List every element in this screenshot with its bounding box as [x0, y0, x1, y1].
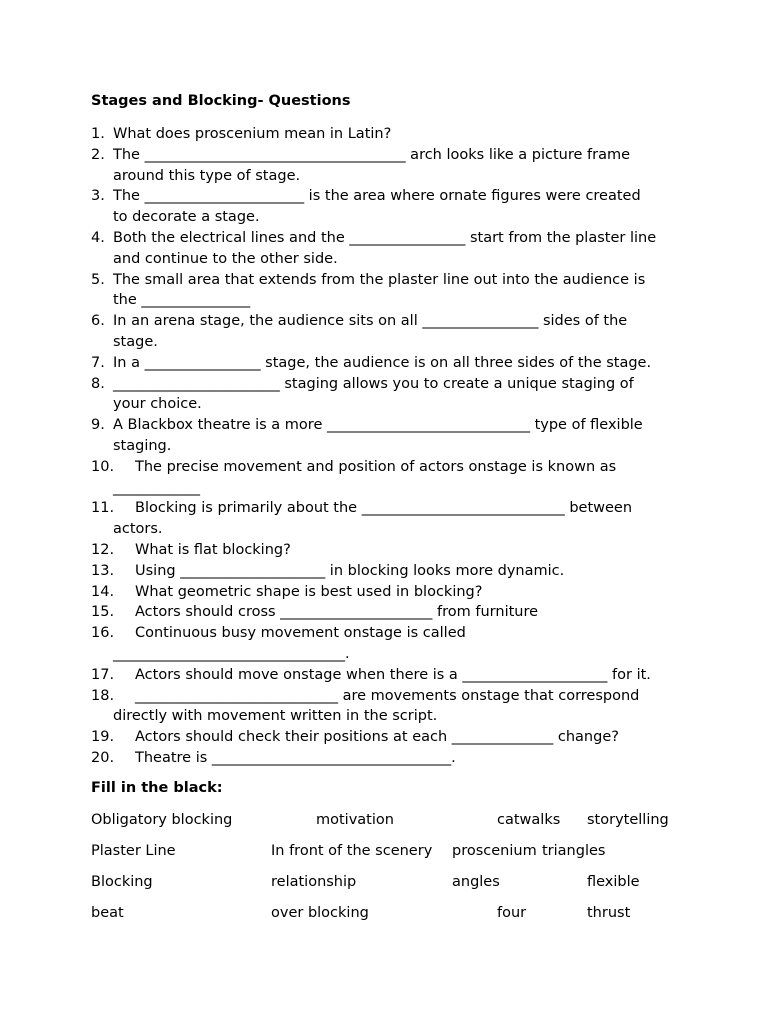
question-text — [0, 145, 768, 187]
question-number: 12. — [91, 541, 115, 558]
question-line: actors. — [113, 521, 163, 538]
question-line: A Blackbox theatre is a more ____________________________ type of flexible — [113, 417, 643, 434]
question-line: In an arena stage, the audience sits on all ________________ sides of the — [113, 313, 628, 330]
question-line: What does proscenium mean in Latin? — [113, 126, 392, 142]
word-bank-term: storytelling — [587, 812, 669, 828]
question-number: 11. — [91, 500, 115, 517]
question-line: Actors should move onstage when there is a ____________________ for it. — [135, 666, 651, 683]
question-item — [0, 498, 768, 540]
question-line: _______________________ staging allows you to create a unique staging of — [113, 375, 634, 392]
question-item — [0, 540, 768, 561]
question-item — [0, 186, 768, 228]
question-item — [0, 561, 768, 582]
question-text — [0, 665, 768, 686]
question-number: 20. — [91, 749, 115, 766]
question-number: 15. — [91, 604, 115, 621]
question-number: 19. — [91, 729, 115, 746]
question-item — [0, 374, 768, 416]
question-item — [0, 228, 768, 270]
word-bank-term: motivation — [316, 812, 394, 828]
question-item — [0, 311, 768, 353]
question-item — [0, 623, 768, 665]
question-item — [0, 602, 768, 623]
question-text — [0, 561, 768, 582]
question-text — [0, 186, 768, 228]
word-bank-term: angles — [452, 874, 500, 890]
question-number: 13. — [91, 562, 115, 579]
question-line: The small area that extends from the plaster line out into the audience is — [113, 271, 646, 288]
question-line: Blocking is primarily about the ____________________________ between — [135, 500, 633, 517]
question-line: Continuous busy movement onstage is called — [135, 625, 466, 642]
question-line: Actors should check their positions at each ______________ change? — [135, 729, 619, 746]
question-list — [0, 124, 768, 769]
question-number: 7. — [91, 354, 105, 371]
question-line: directly with movement written in the script. — [113, 708, 438, 725]
question-item — [0, 270, 768, 312]
question-item — [0, 686, 768, 728]
question-line: around this type of stage. — [113, 167, 301, 184]
question-text — [0, 582, 768, 603]
question-text — [0, 457, 768, 499]
question-line: What is flat blocking? — [135, 541, 291, 558]
question-line: your choice. — [113, 396, 202, 413]
question-line: Actors should cross _____________________ from furniture — [135, 604, 539, 621]
question-text — [0, 623, 768, 665]
question-text — [0, 353, 768, 374]
question-line: What geometric shape is best used in blocking? — [135, 583, 483, 600]
question-line: the _______________ — [113, 292, 251, 309]
question-line: staging. — [113, 437, 172, 454]
question-text — [0, 415, 768, 457]
question-text — [0, 602, 768, 623]
question-item — [0, 124, 768, 145]
question-text — [0, 498, 768, 540]
question-number: 8. — [91, 375, 105, 392]
question-number: 3. — [91, 188, 105, 205]
question-text — [0, 727, 768, 748]
word-bank-term: Blocking — [91, 874, 153, 890]
question-number: 1. — [91, 126, 105, 142]
question-line: and continue to the other side. — [113, 250, 338, 267]
question-text — [0, 311, 768, 353]
question-line: ________________________________. — [113, 645, 350, 662]
question-item — [0, 582, 768, 603]
question-text — [0, 374, 768, 416]
question-number: 4. — [91, 229, 105, 246]
question-item — [0, 748, 768, 769]
question-line: ____________________________ are movements onstage that correspond — [135, 687, 640, 704]
question-line: Theatre is _________________________________. — [135, 749, 456, 766]
question-item — [0, 457, 768, 499]
question-text — [0, 270, 768, 312]
word-bank-term: flexible — [587, 874, 640, 890]
word-bank-term: over blocking — [271, 905, 369, 921]
question-line: The ____________________________________ arch looks like a picture frame — [113, 146, 631, 163]
question-number: 17. — [91, 666, 115, 683]
question-number: 18. — [91, 687, 115, 704]
question-line: The precise movement and position of actors onstage is known as — [135, 458, 617, 475]
word-bank-term: Obligatory blocking — [91, 812, 233, 828]
word-bank-term: In front of the scenery — [271, 843, 433, 859]
question-number: 6. — [91, 313, 105, 330]
question-item — [0, 145, 768, 187]
question-text — [0, 686, 768, 728]
question-line: Both the electrical lines and the ________________ start from the plaster line — [113, 229, 657, 246]
question-line: to decorate a stage. — [113, 209, 260, 226]
question-line: stage. — [113, 333, 158, 350]
question-number: 2. — [91, 146, 105, 163]
question-text — [0, 124, 768, 145]
word-bank-term: relationship — [271, 874, 357, 890]
question-item — [0, 665, 768, 686]
question-item — [0, 727, 768, 748]
word-bank-term: triangles — [542, 843, 606, 859]
question-text — [0, 228, 768, 270]
page-title: Stages and Blocking- Questions — [91, 93, 351, 109]
question-line: Using ____________________ in blocking looks more dynamic. — [135, 562, 565, 579]
question-line: The ______________________ is the area where ornate figures were created — [113, 188, 641, 205]
question-item — [0, 353, 768, 374]
question-number: 9. — [91, 417, 105, 434]
word-bank-term: catwalks — [497, 812, 561, 828]
question-line: ____________ — [113, 479, 200, 496]
question-number: 5. — [91, 271, 105, 288]
word-bank-term: proscenium — [452, 843, 537, 859]
question-number: 10. — [91, 458, 115, 475]
question-text — [0, 540, 768, 561]
question-item — [0, 415, 768, 457]
question-number: 16. — [91, 625, 115, 642]
question-number: 14. — [91, 583, 115, 600]
word-bank-term: beat — [91, 905, 124, 921]
word-bank-term: thrust — [587, 905, 631, 921]
word-bank-term: Plaster Line — [91, 843, 176, 859]
question-text — [0, 748, 768, 769]
word-bank-term: four — [497, 905, 527, 921]
word-bank-heading: Fill in the black: — [91, 780, 223, 796]
question-line: In a ________________ stage, the audience is on all three sides of the stage. — [113, 354, 652, 371]
